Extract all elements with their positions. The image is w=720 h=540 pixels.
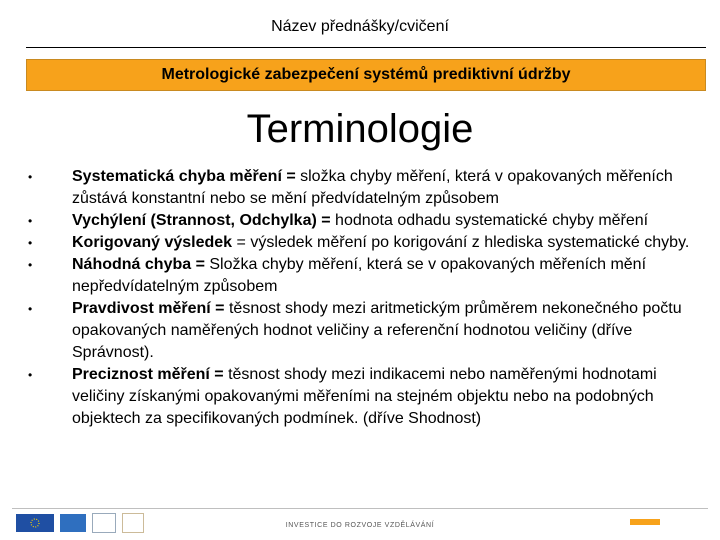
bullet-icon: • bbox=[28, 236, 33, 250]
header-title: Název přednášky/cvičení bbox=[271, 18, 449, 35]
footer-text: INVESTICE DO ROZVOJE VZDĚLÁVÁNÍ bbox=[285, 522, 435, 529]
list-item bbox=[26, 364, 706, 430]
list-item bbox=[26, 254, 706, 298]
slide-title: Terminologie bbox=[246, 107, 474, 151]
term-label: Pravdivost měření = bbox=[72, 300, 229, 317]
term-definition: Složka chyby měření, která se v opakovaných měřeních mění nepředvídatelným způsobem bbox=[72, 256, 647, 295]
term-definition: hodnota odhadu systematické chyby měření bbox=[335, 212, 649, 229]
term-definition: těsnost shody mezi indikacemi nebo naměřenými hodnotami veličiny získanými opakovanými měřeními na stejném objektu nebo na podobných objektech za specifikovaných podmínek. (dříve Shodnost) bbox=[72, 366, 657, 427]
bullet-icon: • bbox=[28, 170, 33, 184]
term-label: Preciznost měření = bbox=[72, 366, 229, 383]
term-definition: těsnost shody mezi aritmetickým průměrem nekonečného počtu opakovaných naměřených hodnot veličiny a referenční hodnotou veličiny (dříve Správnost). bbox=[72, 300, 682, 361]
term-label: Vychýlení (Strannost, Odchylka) = bbox=[72, 212, 336, 229]
header-divider bbox=[26, 47, 706, 48]
institution-logo bbox=[630, 514, 702, 530]
logo-bar-icon bbox=[630, 519, 660, 525]
terminology-list bbox=[26, 166, 706, 430]
term-definition: složka chyby měření, která v opakovaných měřeních zůstává konstantní nebo se mění předvídatelným způsobem bbox=[72, 168, 673, 207]
list-item bbox=[26, 298, 706, 364]
term-definition: = výsledek měření po korigování z hlediska systematické chyby. bbox=[232, 234, 690, 251]
term-label: Náhodná chyba = bbox=[72, 256, 210, 273]
footer-divider bbox=[12, 508, 708, 509]
bullet-icon: • bbox=[28, 214, 33, 228]
list-item bbox=[26, 210, 706, 232]
bullet-icon: • bbox=[28, 258, 33, 272]
term-label: Korigovaný výsledek bbox=[72, 234, 233, 251]
bullet-icon: • bbox=[28, 302, 33, 316]
bullet-icon: • bbox=[28, 368, 33, 382]
term-label: Systematická chyba měření = bbox=[72, 168, 301, 185]
topic-banner: Metrologické zabezpečení systémů prediktivní údržby bbox=[26, 59, 706, 91]
list-item bbox=[26, 166, 706, 210]
list-item bbox=[26, 232, 706, 254]
